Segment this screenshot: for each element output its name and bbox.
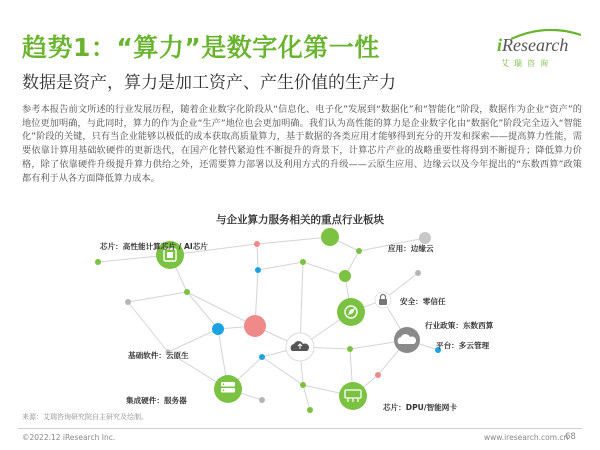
label-security: 安全：零信任: [400, 297, 446, 306]
dot-green: [300, 259, 306, 265]
dot-green: [356, 248, 362, 254]
label-edge-cloud: 应用：边缘云: [388, 244, 434, 253]
label-chip-dpu: 芯片：DPU/智能网卡: [383, 403, 457, 412]
dot-green: [300, 382, 306, 388]
logo-word-rest: Research: [502, 35, 569, 55]
label-platform: 平台：多云管理: [436, 341, 490, 350]
dot-gray: [125, 299, 131, 305]
footer-divider: [18, 428, 582, 429]
page-number: 68: [565, 432, 576, 442]
footer-website: www.iresearch.com.cn: [484, 433, 569, 442]
security-node: [375, 292, 391, 308]
network-links: [98, 237, 438, 410]
body-paragraph: 参考本报告前文所述的行业发展历程，随着企业数字化阶段从“信息化、电子化”发展到“数据化”和“智能化”阶段，数据作为企业“资产”的地位更加明确，与此同时，算力的作为企业“生产”地位也会更加明确。我们认为高性能的算力是企业数字化由“数据化”阶段完全迈入“智能化”阶段的关键，只有当企业能够以极低的成本获取高质量算力，基于数据的各类应用才能够得到充分的开发和探索——提高算力性能，需要依靠计算用基础软硬件的更新迭代，在国产化替代紧迫性不断提升的背景下，计算芯片产业的战略重要性将得到不断提升；降低算力价格，除了依靠硬件升级提升算力供给之外，还需要算力部署以及利用方式的升级——云原生应用、边缘云以及今年提出的“东数西算”政策都有利于从各方面降低算力成本。: [22, 104, 582, 184]
source-note: 来源：艾瑞咨询研究院自主研究及绘制。: [22, 413, 148, 421]
compass-node: [337, 298, 365, 326]
dot-gray: [259, 397, 265, 403]
pink-node: [244, 315, 266, 337]
dot-green: [184, 289, 190, 295]
logo-subtitle: 艾瑞咨询: [501, 59, 553, 68]
dpu-node: [339, 382, 367, 410]
lock-icon: [379, 299, 387, 305]
dot-pink: [375, 372, 381, 378]
footer-copyright: ©2022.12 iResearch Inc.: [22, 433, 116, 442]
multi-cloud-node: [394, 327, 420, 353]
server-node: [214, 375, 242, 403]
page-title: 趋势1：“算力”是数字化第一性: [22, 33, 380, 62]
base-software-node: [212, 323, 224, 335]
dot-green: [347, 346, 353, 352]
page-subtitle: 数据是资产，算力是加工资产、产生价值的生产力: [22, 73, 396, 93]
label-policy: 行业政策：东数西算: [425, 321, 494, 330]
green-node: [321, 228, 339, 246]
center-cloud-node: [286, 333, 314, 361]
dot-pink: [254, 241, 260, 247]
dot-gray: [415, 270, 421, 276]
label-integrated-hw: 集成硬件：服务器: [126, 396, 187, 405]
green-node: [339, 270, 351, 282]
dot-blue: [259, 354, 265, 360]
label-chip-hpc: 芯片：高性能计算芯片 / AI芯片: [100, 242, 208, 251]
diagram-title: 与企业算力服务相关的重点行业板块: [216, 214, 384, 226]
logo-i: i: [497, 35, 503, 55]
label-base-software: 基础软件：云原生: [128, 351, 189, 360]
dot-green: [95, 259, 101, 265]
dot-blue: [255, 267, 261, 273]
dot-green: [307, 407, 313, 413]
